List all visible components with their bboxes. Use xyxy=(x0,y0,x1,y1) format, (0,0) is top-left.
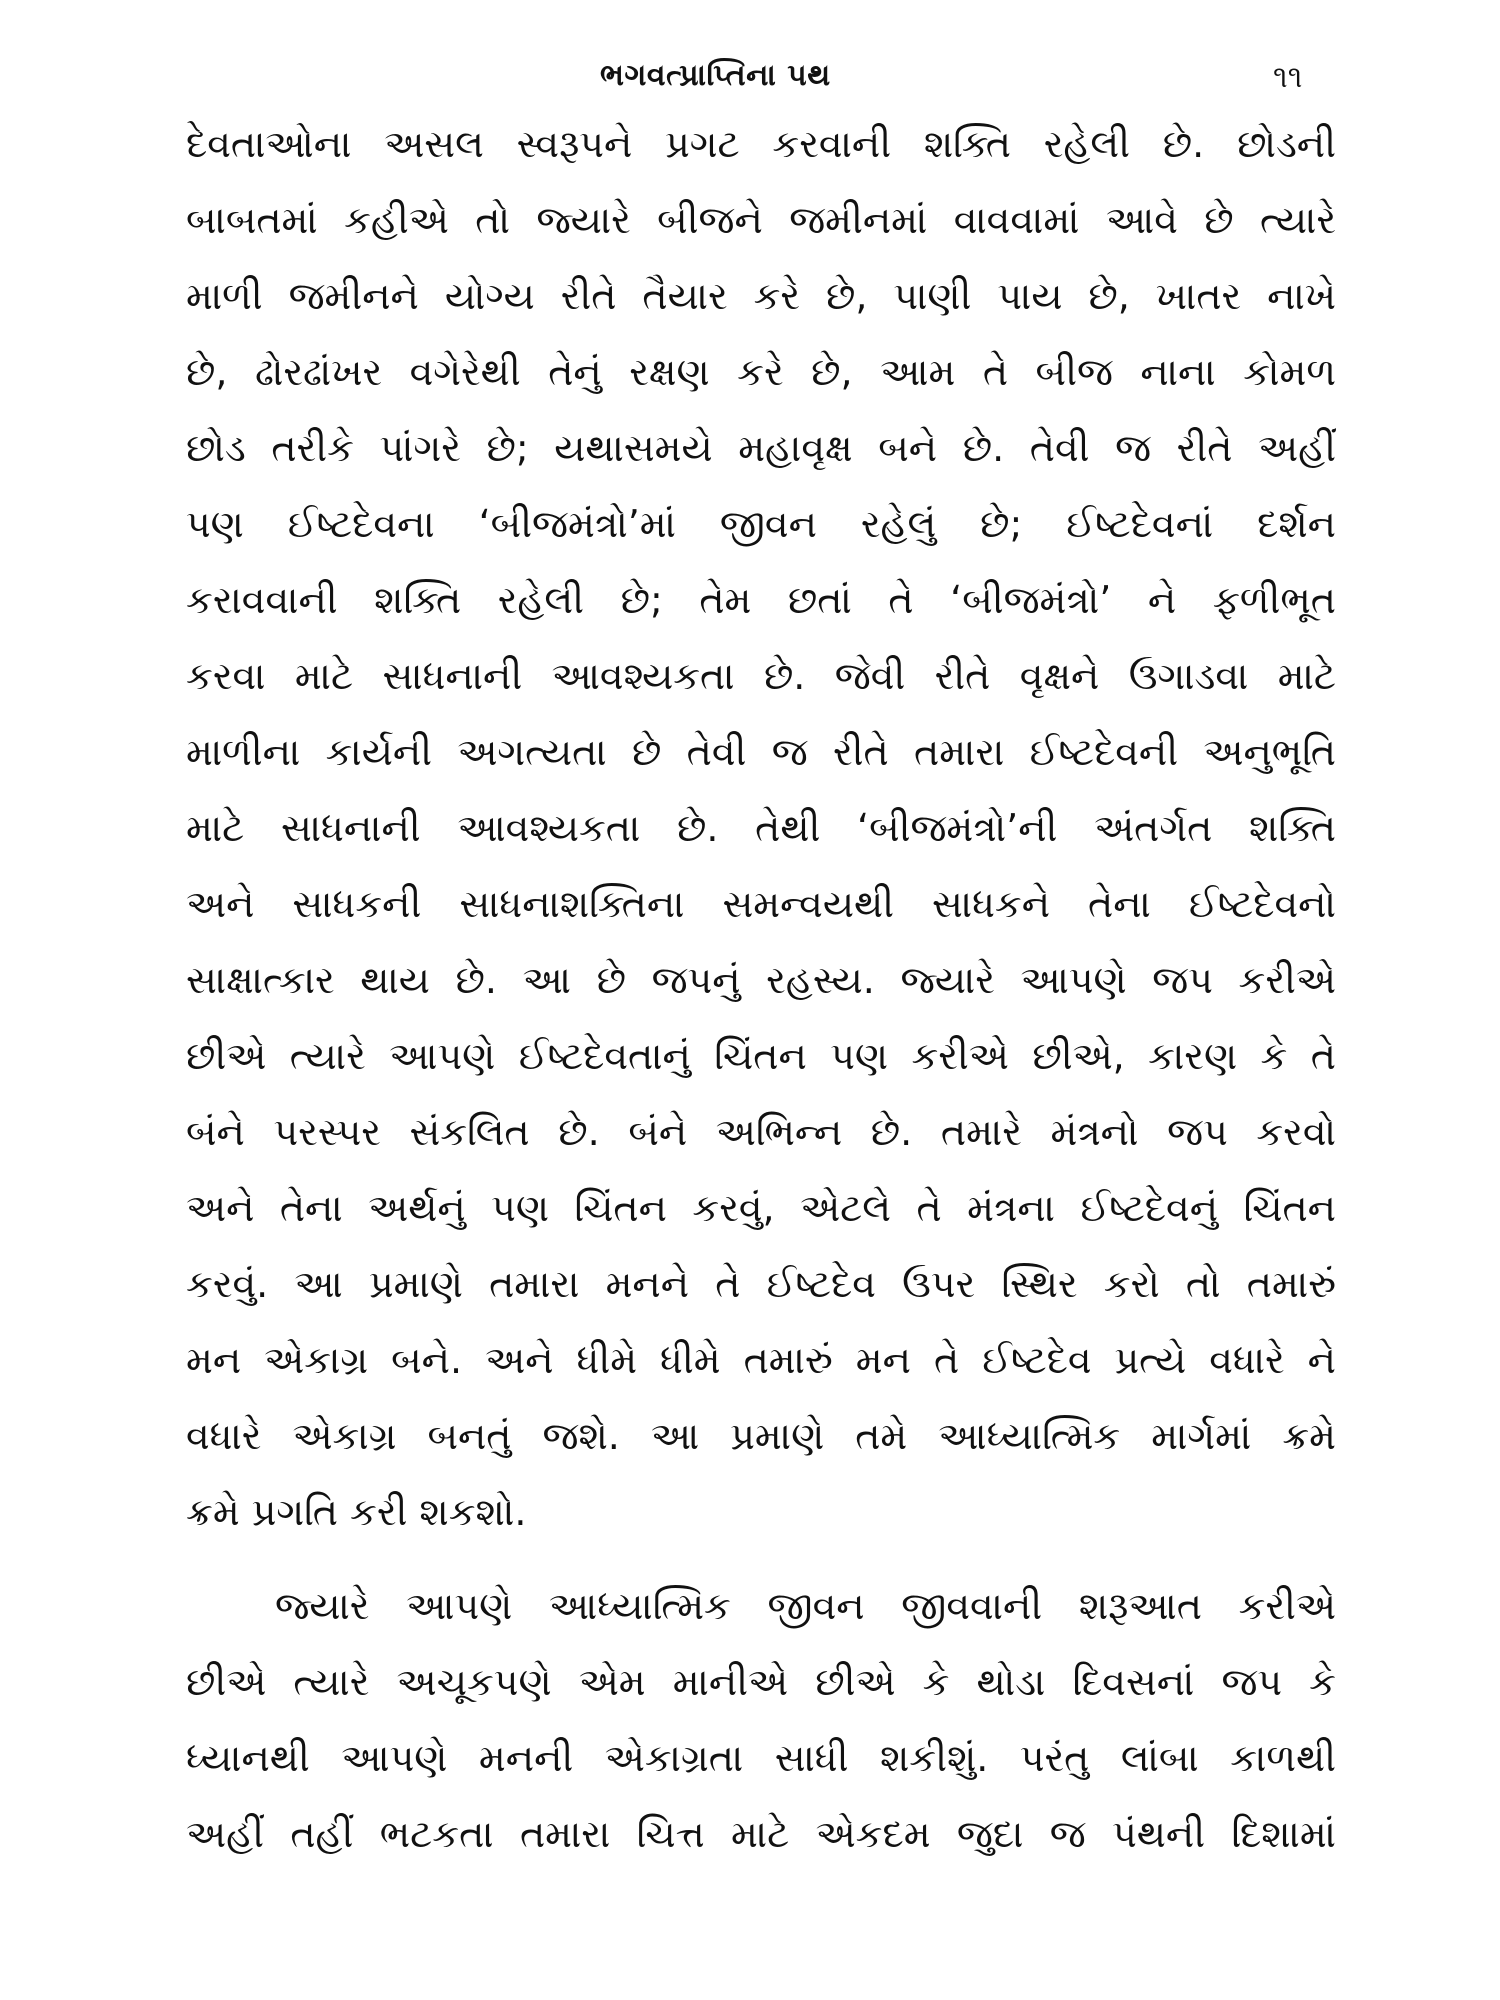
text-line: કરવું. આ પ્રમાણે તમારા મનને તે ઈષ્ટદેવ ઉપર સ્થિર કરો તો તમારું xyxy=(186,1262,1336,1306)
text-line: અહીં તહીં ભટકતા તમારા ચિત્ત માટે એકદમ જુદા જ પંથની દિશામાં xyxy=(186,1812,1336,1856)
text-line: વધારે એકાગ્ર બનતું જશે. આ પ્રમાણે તમે આધ્યાત્મિક માર્ગમાં ક્રમે xyxy=(186,1414,1336,1458)
text-line: અને સાધકની સાધનાશક્તિના સમન્વયથી સાધકને તેના ઈષ્ટદેવનો xyxy=(186,882,1336,926)
text-line: જ્યારે આપણે આધ્યાત્મિક જીવન જીવવાની શરૂઆત કરીએ xyxy=(275,1584,1336,1628)
text-line: દેવતાઓના અસલ સ્વરૂપને પ્રગટ કરવાની શક્તિ રહેલી છે. છોડની xyxy=(186,122,1336,166)
text-line: સાક્ષાત્કાર થાય છે. આ છે જપનું રહસ્ય. જ્યારે આપણે જપ કરીએ xyxy=(186,958,1336,1002)
text-line: પણ ઈષ્ટદેવના ‘બીજમંત્રો’માં જીવન રહેલું છે; ઈષ્ટદેવનાં દર્શન xyxy=(186,502,1336,546)
text-line: માટે સાધનાની આવશ્યકતા છે. તેથી ‘બીજમંત્રો’ની અંતર્ગત શક્તિ xyxy=(186,806,1336,850)
text-line: મન એકાગ્ર બને. અને ધીમે ધીમે તમારું મન તે ઈષ્ટદેવ પ્રત્યે વધારે ને xyxy=(186,1338,1336,1382)
text-line: કરાવવાની શક્તિ રહેલી છે; તેમ છતાં તે ‘બીજમંત્રો’ ને ફળીભૂત xyxy=(186,578,1336,622)
text-line: માળીના કાર્યની અગત્યતા છે તેવી જ રીતે તમારા ઈષ્ટદેવની અનુભૂતિ xyxy=(186,730,1336,774)
text-line: છોડ તરીકે પાંગરે છે; યથાસમયે મહાવૃક્ષ બને છે. તેવી જ રીતે અહીં xyxy=(186,426,1336,470)
text-line: ક્રમે પ્રગતિ કરી શકશો. xyxy=(186,1490,527,1534)
text-line: અને તેના અર્થનું પણ ચિંતન કરવું, એટલે તે મંત્રના ઈષ્ટદેવનું ચિંતન xyxy=(186,1186,1336,1230)
text-line: છે, ઢોરઢાંખર વગેરેથી તેનું રક્ષણ કરે છે, આમ તે બીજ નાના કોમળ xyxy=(186,350,1336,394)
text-line: માળી જમીનને યોગ્ય રીતે તૈયાર કરે છે, પાણી પાય છે, ખાતર નાખે xyxy=(186,274,1336,318)
text-line: બંને પરસ્પર સંકલિત છે. બંને અભિન્ન છે. તમારે મંત્રનો જપ કરવો xyxy=(186,1110,1336,1154)
text-line: છીએ ત્યારે આપણે ઈષ્ટદેવતાનું ચિંતન પણ કરીએ છીએ, કારણ કે તે xyxy=(186,1034,1336,1078)
text-line: ધ્યાનથી આપણે મનની એકાગ્રતા સાધી શકીશું. પરંતુ લાંબા કાળથી xyxy=(186,1736,1336,1780)
page-number: ૧૧ xyxy=(1273,60,1303,95)
text-line: છીએ ત્યારે અચૂકપણે એમ માનીએ છીએ કે થોડા દિવસનાં જપ કે xyxy=(186,1660,1336,1704)
text-line: બાબતમાં કહીએ તો જ્યારે બીજને જમીનમાં વાવવામાં આવે છે ત્યારે xyxy=(186,198,1336,242)
text-line: કરવા માટે સાધનાની આવશ્યકતા છે. જેવી રીતે વૃક્ષને ઉગાડવા માટે xyxy=(186,654,1336,698)
running-head-title: ભગવત્પ્રાપ્તિના પથ xyxy=(600,58,831,93)
